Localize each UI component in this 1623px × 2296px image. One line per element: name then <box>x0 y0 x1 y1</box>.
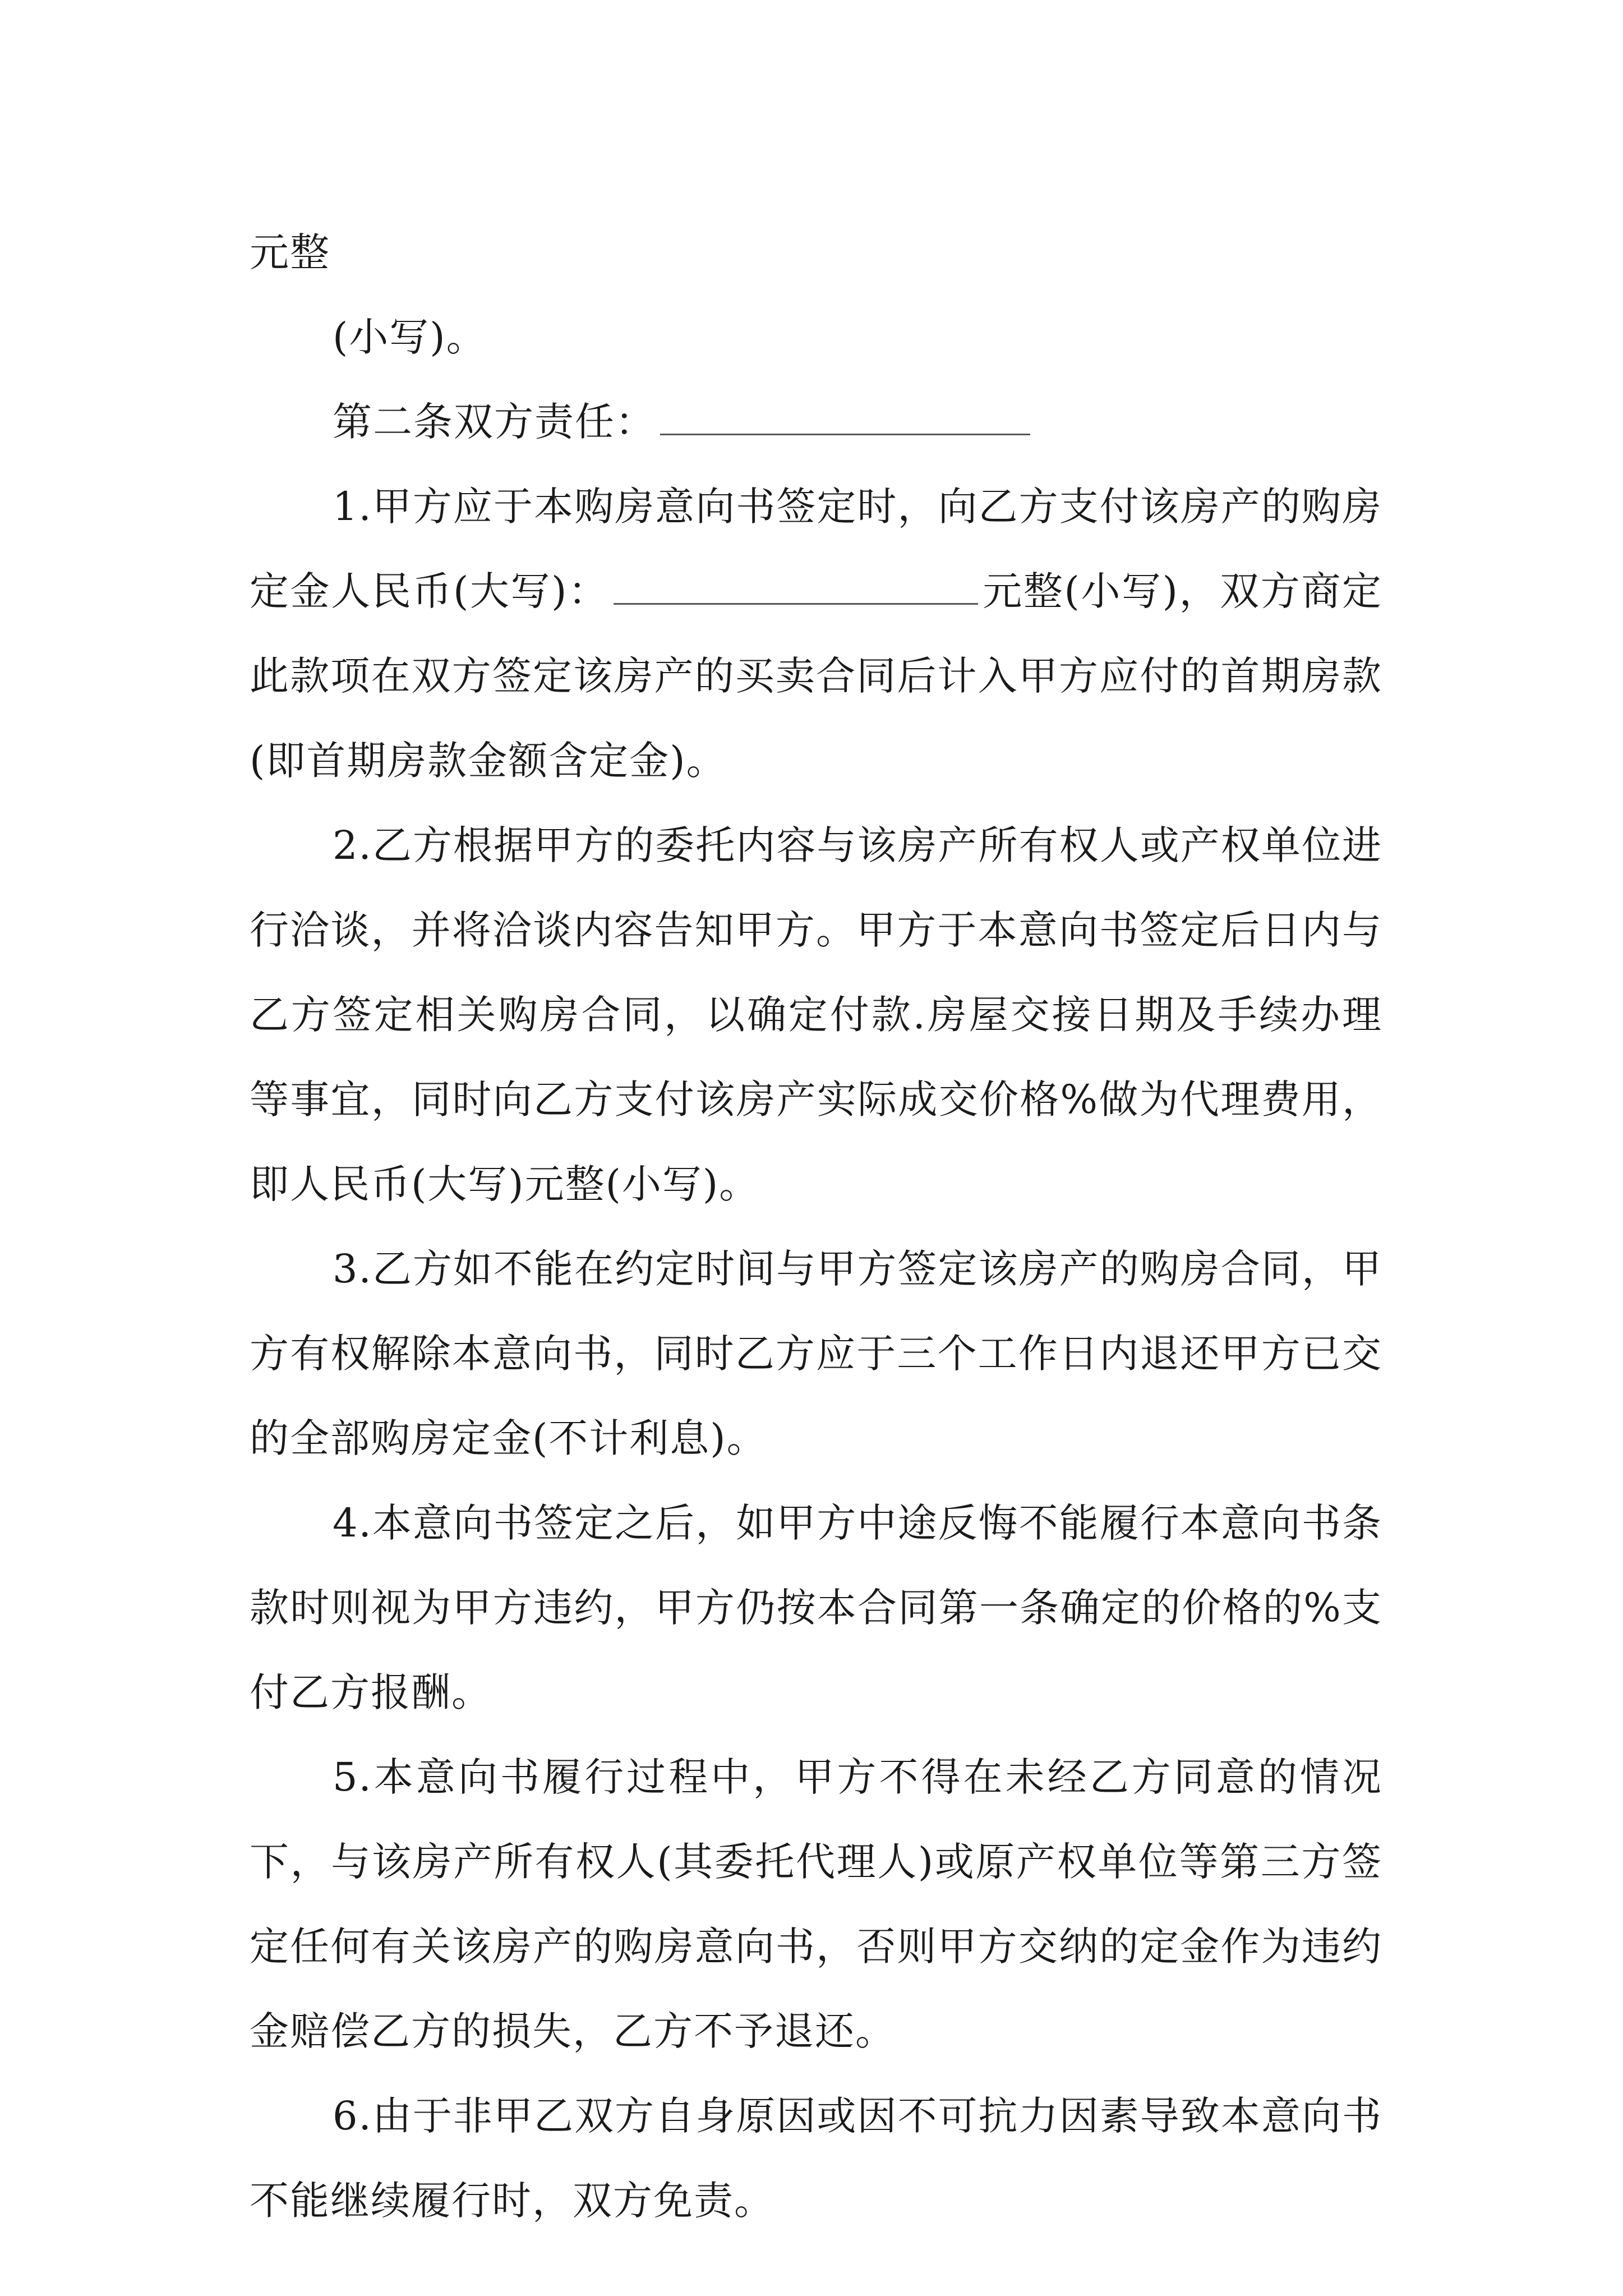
paragraph-clause-1 <box>250 464 1382 803</box>
clause-1-text-after: 元整(小写)，双方商定此款项在双方签定该房产的买卖合同后计入甲方应付的首期房款(即首期房款金额含定金)。 <box>250 568 1383 784</box>
clause-1-text-before: 1.甲方应于本购房意向书签定时，向乙方支付该房产的购房定金人民币(大写)： <box>250 484 1382 614</box>
paragraph-clause-2: 2.乙方根据甲方的委托内容与该房产所有权人或产权单位进行洽谈，并将洽谈内容告知甲方。甲方于本意向书签定后日内与乙方签定相关购房合同，以确定付款.房屋交接日期及手续办理等事宜，同时向乙方支付该房产实际成交价格%做为代理费用，即人民币(大写)元整(小写)。 <box>250 822 1382 1207</box>
paragraph-clause-6: 6.由于非甲乙双方自身原因或因不可抗力因素导致本意向书不能继续履行时，双方免责。 <box>250 2093 1382 2224</box>
paragraph-article-two-heading <box>250 380 1382 464</box>
document-body <box>250 210 1382 2243</box>
paragraph-amount-continued: 元整 <box>250 229 330 275</box>
paragraph-clause-4: 4.本意向书签定之后，如甲方中途反悔不能履行本意向书条款时则视为甲方违约，甲方仍按本合同第一条确定的价格的%支付乙方报酬。 <box>250 1500 1382 1715</box>
paragraph-lowercase-note: (小写)。 <box>333 314 487 360</box>
blank-line <box>614 572 978 605</box>
article-two-title: 第二条双方责任： <box>333 399 656 445</box>
blank-line <box>660 402 1030 435</box>
paragraph-clause-3: 3.乙方如不能在约定时间与甲方签定该房产的购房合同，甲方有权解除本意向书，同时乙方应于三个工作日内退还甲方已交的全部购房定金(不计利息)。 <box>250 1246 1382 1461</box>
paragraph-clause-5: 5.本意向书履行过程中，甲方不得在未经乙方同意的情况下，与该房产所有权人(其委托代理人)或原产权单位等第三方签定任何有关该房产的购房意向书，否则甲方交纳的定金作为违约金赔偿乙方的损失，乙方不予退还。 <box>250 1754 1382 2054</box>
